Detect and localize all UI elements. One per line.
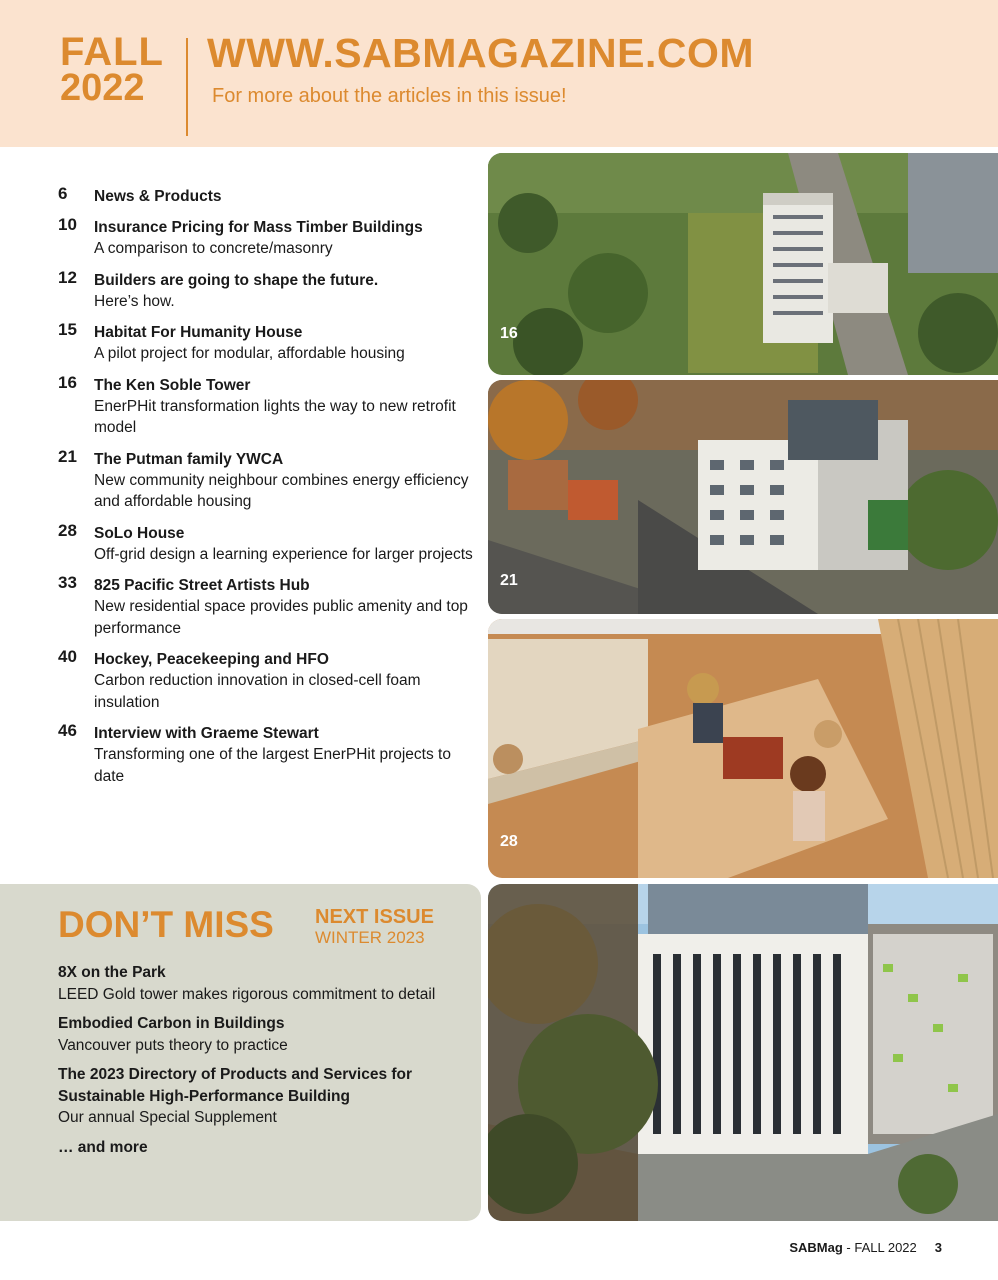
photo-8x-on-the-park: [488, 884, 998, 1221]
toc-item[interactable]: [58, 649, 478, 713]
next-issue-label: NEXT ISSUE: [315, 906, 434, 928]
toc-description: New residential space provides public amenity and top performance: [94, 598, 468, 637]
toc-description: A pilot project for modular, affordable housing: [94, 345, 405, 362]
toc-title: Insurance Pricing for Mass Timber Buildings: [94, 219, 423, 236]
toc-title: Hockey, Peacekeeping and HFO: [94, 651, 329, 668]
toc-description: A comparison to concrete/masonry: [94, 240, 333, 257]
toc-item[interactable]: [58, 267, 478, 313]
toc-title: 825 Pacific Street Artists Hub: [94, 577, 310, 594]
toc-page-number: 12: [58, 267, 77, 287]
list-item: [58, 1013, 468, 1056]
toc-page-number: 33: [58, 573, 77, 592]
list-item: [58, 1137, 468, 1159]
toc-title: Habitat For Humanity House: [94, 324, 303, 341]
toc-page-number: 40: [58, 647, 77, 666]
issue-season: [60, 30, 164, 109]
footer-separator: -: [842, 1240, 855, 1255]
toc-item[interactable]: [58, 186, 478, 207]
list-item-title: Embodied Carbon in Buildings: [58, 1015, 285, 1032]
photo-page-label: 21: [500, 572, 518, 589]
toc-title: SoLo House: [94, 524, 185, 542]
header-band: [0, 0, 998, 147]
toc-description: Carbon reduction innovation in closed-cell foam insulation: [94, 672, 421, 711]
toc-page-number: 6: [58, 184, 68, 203]
list-item: [58, 962, 468, 1005]
season-text: FALL: [60, 30, 164, 74]
toc-title: The Putman family YWCA: [94, 450, 284, 468]
list-item-description: Our annual Special Supplement: [58, 1109, 277, 1126]
toc-page-number: 10: [58, 215, 77, 234]
header-tagline: For more about the articles in this issue!: [212, 85, 567, 107]
list-item: [58, 1064, 468, 1129]
dont-miss-box: [0, 884, 481, 1221]
dont-miss-list: [58, 962, 468, 1166]
page-number: 3: [934, 1240, 942, 1255]
eight-x-tower-image: [488, 884, 998, 1221]
toc-page-number: 28: [58, 520, 77, 540]
photo-page-label: 16: [500, 325, 518, 342]
toc-item[interactable]: [58, 372, 478, 439]
toc-title: Interview with Graeme Stewart: [94, 725, 319, 742]
list-item-description: LEED Gold tower makes rigorous commitment to detail: [58, 985, 436, 1003]
next-issue-date: WINTER 2023: [315, 928, 425, 947]
toc-description: Transforming one of the largest EnerPHit projects to date: [94, 746, 451, 785]
aerial-tower-image: [488, 153, 998, 375]
toc-description: New community neighbour combines energy efficiency and affordable housing: [94, 471, 469, 510]
toc-item[interactable]: [58, 520, 478, 566]
toc-title: News & Products: [94, 188, 222, 205]
toc-item[interactable]: [58, 723, 478, 787]
table-of-contents: [58, 186, 478, 797]
photo-solo-house: [488, 619, 998, 878]
solo-house-interior-image: [488, 619, 998, 878]
header-divider: [186, 38, 188, 136]
toc-page-number: 21: [58, 446, 77, 466]
list-item-title: … and more: [58, 1138, 148, 1156]
toc-description: EnerPHit transformation lights the way to new retrofit model: [94, 397, 456, 436]
toc-item[interactable]: [58, 322, 478, 365]
photo-ywca: [488, 380, 998, 614]
toc-page-number: 16: [58, 372, 77, 392]
list-item-description: Vancouver puts theory to practice: [58, 1036, 288, 1054]
toc-page-number: 46: [58, 721, 77, 740]
ywca-building-image: [488, 380, 998, 614]
toc-title: Builders are going to shape the future.: [94, 271, 379, 289]
photo-ken-soble-tower: [488, 153, 998, 375]
toc-page-number: 15: [58, 320, 77, 339]
list-item-title: 8X on the Park: [58, 964, 166, 981]
footer-issue: FALL 2022: [854, 1240, 917, 1255]
toc-title: The Ken Soble Tower: [94, 376, 251, 394]
list-item-title: The 2023 Directory of Products and Services for Sustainable High-Performance Building: [58, 1066, 413, 1105]
toc-item[interactable]: [58, 575, 478, 639]
toc-description: Off-grid design a learning experience for larger projects: [94, 545, 473, 563]
footer-brand: SABMag: [789, 1240, 843, 1255]
toc-description: Here’s how.: [94, 292, 175, 310]
website-link[interactable]: WWW.SABMAGAZINE.COM: [207, 30, 754, 76]
dont-miss-title: DON’T MISS: [58, 904, 274, 945]
toc-item[interactable]: [58, 217, 478, 260]
photo-page-label: 28: [500, 833, 518, 850]
toc-item[interactable]: [58, 446, 478, 513]
page-footer: [789, 1240, 942, 1255]
year-text: 2022: [60, 67, 145, 109]
